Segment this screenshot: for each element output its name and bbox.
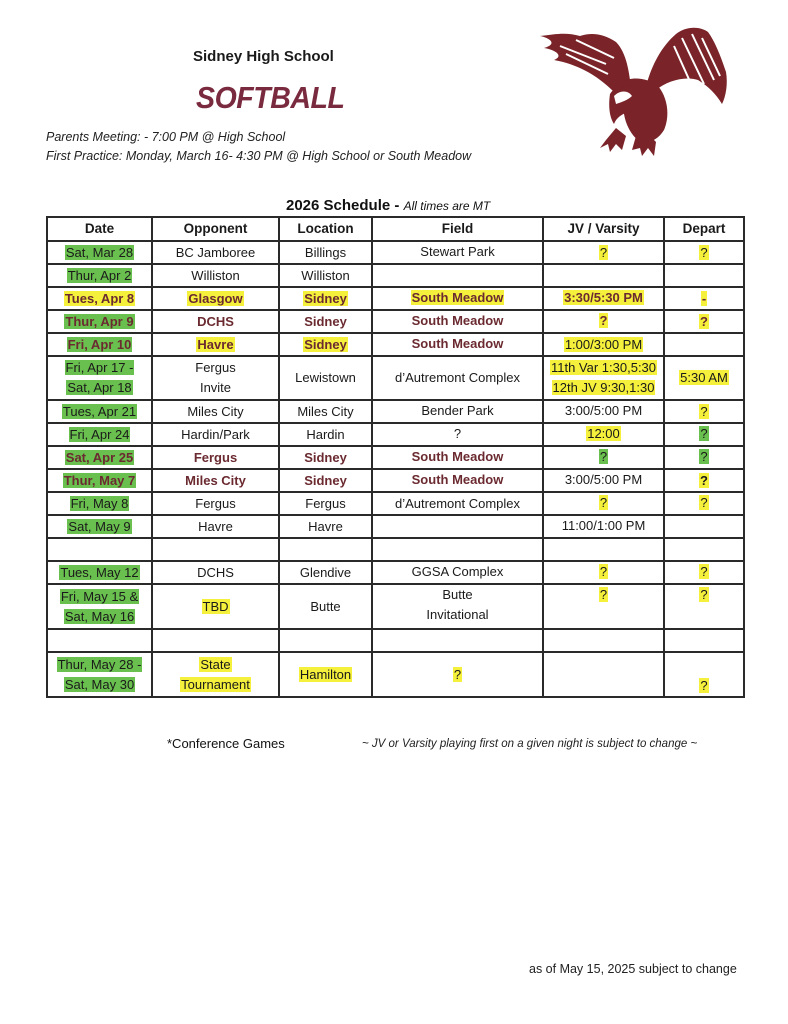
table-row <box>47 310 744 333</box>
date-cell: Sat, Mar 28 <box>47 241 152 264</box>
opponent-cell: Havre <box>152 333 279 356</box>
location-cell: Fergus <box>279 492 372 515</box>
location-cell: Sidney <box>279 310 372 333</box>
field-cell: South Meadow <box>372 446 543 469</box>
first-practice-info: First Practice: Monday, March 16- 4:30 PM @ High School or South Meadow <box>46 149 472 163</box>
sport-title: SOFTBALL <box>196 80 345 115</box>
jv-varsity-cell <box>543 652 664 697</box>
date-cell: Sat, Apr 25 <box>47 446 152 469</box>
location-cell: Sidney <box>279 333 372 356</box>
jv-varsity-cell: ? <box>543 492 664 515</box>
jv-varsity-cell: 12:00 <box>543 423 664 446</box>
date-cell: Tues, Apr 8 <box>47 287 152 310</box>
opponent-cell: TBD <box>152 584 279 629</box>
jv-varsity-cell: ? <box>543 584 664 629</box>
column-header-opponent: Opponent <box>152 217 279 241</box>
location-cell: Lewistown <box>279 356 372 400</box>
field-cell: South Meadow <box>372 469 543 492</box>
table-row <box>47 492 744 515</box>
eagle-mascot-icon <box>536 24 736 160</box>
field-cell <box>372 629 543 652</box>
table-row <box>47 287 744 310</box>
location-cell: Sidney <box>279 287 372 310</box>
field-cell <box>372 264 543 287</box>
jv-varsity-cell: ? <box>543 241 664 264</box>
depart-cell: ? <box>664 241 744 264</box>
date-cell: Thur, Apr 2 <box>47 264 152 287</box>
depart-cell: ? <box>664 652 744 697</box>
schedule-time-note: All times are MT <box>403 199 491 213</box>
date-cell: Thur, May 7 <box>47 469 152 492</box>
date-cell: Fri, May 8 <box>47 492 152 515</box>
depart-cell: ? <box>664 446 744 469</box>
field-cell: South Meadow <box>372 287 543 310</box>
jv-varsity-cell: 11th Var 1:30,5:30 12th JV 9:30,1:30 <box>543 356 664 400</box>
location-cell: Billings <box>279 241 372 264</box>
field-cell: South Meadow <box>372 333 543 356</box>
column-header-field: Field <box>372 217 543 241</box>
table-row <box>47 584 744 629</box>
depart-cell: ? <box>664 469 744 492</box>
depart-cell: ? <box>664 310 744 333</box>
opponent-cell: DCHS <box>152 310 279 333</box>
school-name: Sidney High School <box>193 48 334 65</box>
opponent-cell: Miles City <box>152 469 279 492</box>
depart-cell: ? <box>664 400 744 423</box>
date-cell: Thur, May 28 - Sat, May 30 <box>47 652 152 697</box>
date-cell: Tues, Apr 21 <box>47 400 152 423</box>
column-header-depart: Depart <box>664 217 744 241</box>
depart-cell: ? <box>664 492 744 515</box>
field-cell: South Meadow <box>372 310 543 333</box>
table-row-empty <box>47 538 744 561</box>
jv-varsity-cell: ? <box>543 561 664 584</box>
jv-varsity-cell <box>543 629 664 652</box>
parents-meeting-info: Parents Meeting: - 7:00 PM @ High School <box>46 130 286 144</box>
schedule-change-note: ~ JV or Varsity playing first on a given night is subject to change ~ <box>362 738 698 750</box>
field-cell: Bender Park <box>372 400 543 423</box>
jv-varsity-cell <box>543 264 664 287</box>
table-header-row <box>47 217 744 241</box>
jv-varsity-cell: ? <box>543 310 664 333</box>
table-row <box>47 264 744 287</box>
date-cell: Fri, May 15 & Sat, May 16 <box>47 584 152 629</box>
table-row <box>47 469 744 492</box>
table-row <box>47 241 744 264</box>
date-cell <box>47 629 152 652</box>
column-header-jv-varsity: JV / Varsity <box>543 217 664 241</box>
opponent-cell: DCHS <box>152 561 279 584</box>
jv-varsity-cell: 3:00/5:00 PM <box>543 469 664 492</box>
location-cell: Butte <box>279 584 372 629</box>
table-row-empty <box>47 629 744 652</box>
depart-cell <box>664 515 744 538</box>
location-cell: Williston <box>279 264 372 287</box>
depart-cell: 5:30 AM <box>664 356 744 400</box>
field-cell: ? <box>372 423 543 446</box>
date-cell: Thur, Apr 9 <box>47 310 152 333</box>
opponent-cell: BC Jamboree <box>152 241 279 264</box>
field-cell <box>372 538 543 561</box>
schedule-title-text: 2026 Schedule - <box>286 197 404 214</box>
jv-varsity-cell <box>543 538 664 561</box>
location-cell: Miles City <box>279 400 372 423</box>
jv-varsity-cell: 3:30/5:30 PM <box>543 287 664 310</box>
date-cell <box>47 538 152 561</box>
location-cell: Hamilton <box>279 652 372 697</box>
date-cell: Tues, May 12 <box>47 561 152 584</box>
date-cell: Fri, Apr 10 <box>47 333 152 356</box>
location-cell <box>279 538 372 561</box>
field-cell: d’Autremont Complex <box>372 356 543 400</box>
schedule-table <box>46 216 745 698</box>
date-cell: Fri, Apr 24 <box>47 423 152 446</box>
table-row <box>47 356 744 400</box>
location-cell: Sidney <box>279 446 372 469</box>
field-cell: Stewart Park <box>372 241 543 264</box>
opponent-cell: Williston <box>152 264 279 287</box>
opponent-cell: Fergus <box>152 446 279 469</box>
depart-cell <box>664 333 744 356</box>
table-row <box>47 423 744 446</box>
table-row <box>47 515 744 538</box>
location-cell: Glendive <box>279 561 372 584</box>
opponent-cell: Glasgow <box>152 287 279 310</box>
opponent-cell <box>152 538 279 561</box>
conference-games-note: *Conference Games <box>167 736 285 751</box>
depart-cell: ? <box>664 561 744 584</box>
jv-varsity-cell: 11:00/1:00 PM <box>543 515 664 538</box>
schedule-title <box>286 197 490 214</box>
depart-cell: ? <box>664 584 744 629</box>
location-cell: Sidney <box>279 469 372 492</box>
opponent-cell: State Tournament <box>152 652 279 697</box>
location-cell: Havre <box>279 515 372 538</box>
opponent-cell: Havre <box>152 515 279 538</box>
table-row <box>47 652 744 697</box>
field-cell: GGSA Complex <box>372 561 543 584</box>
table-row <box>47 400 744 423</box>
column-header-location: Location <box>279 217 372 241</box>
opponent-cell: Hardin/Park <box>152 423 279 446</box>
table-row <box>47 333 744 356</box>
table-row <box>47 446 744 469</box>
column-header-date: Date <box>47 217 152 241</box>
jv-varsity-cell: ? <box>543 446 664 469</box>
field-cell <box>372 515 543 538</box>
field-cell: ? <box>372 652 543 697</box>
field-cell: Butte Invitational <box>372 584 543 629</box>
opponent-cell <box>152 629 279 652</box>
opponent-cell: Fergus Invite <box>152 356 279 400</box>
jv-varsity-cell: 1:00/3:00 PM <box>543 333 664 356</box>
field-cell: d’Autremont Complex <box>372 492 543 515</box>
location-cell <box>279 629 372 652</box>
depart-cell: - <box>664 287 744 310</box>
depart-cell: ? <box>664 423 744 446</box>
opponent-cell: Fergus <box>152 492 279 515</box>
opponent-cell: Miles City <box>152 400 279 423</box>
depart-cell <box>664 264 744 287</box>
table-row <box>47 561 744 584</box>
as-of-date: as of May 15, 2025 subject to change <box>529 962 737 976</box>
depart-cell <box>664 629 744 652</box>
jv-varsity-cell: 3:00/5:00 PM <box>543 400 664 423</box>
location-cell: Hardin <box>279 423 372 446</box>
depart-cell <box>664 538 744 561</box>
date-cell: Fri, Apr 17 - Sat, Apr 18 <box>47 356 152 400</box>
date-cell: Sat, May 9 <box>47 515 152 538</box>
